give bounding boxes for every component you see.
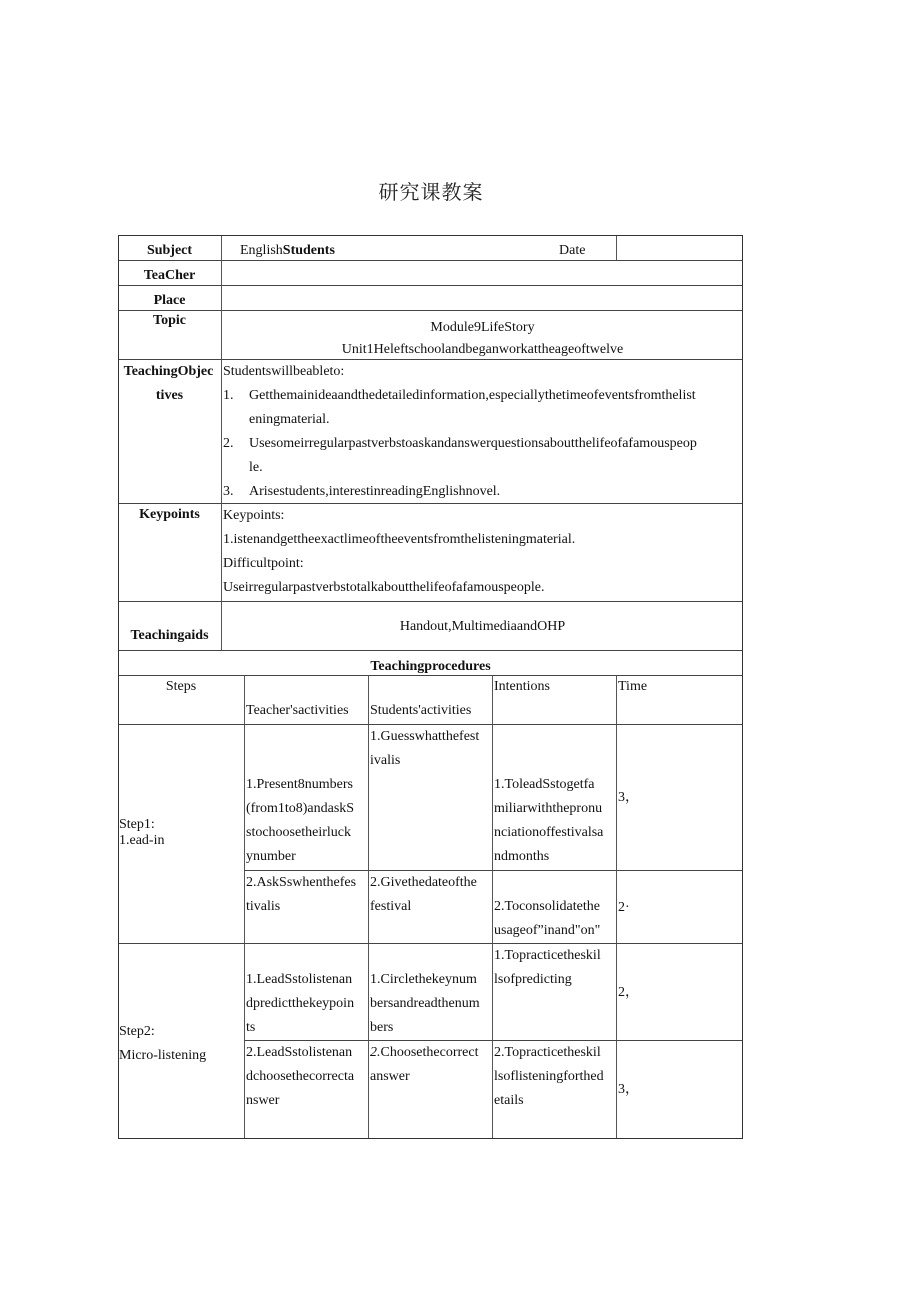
objective-item-2: 2. Usesomeirregularpastverbstoaskandanswerquestionsaboutthelifeofafamouspeop le. bbox=[223, 436, 697, 475]
objectives-label-line2: tives bbox=[155, 388, 184, 403]
document-title: 研究课教案 bbox=[378, 180, 484, 204]
date-value-cell[interactable] bbox=[616, 235, 743, 260]
step2-row1-students: 1.Circlethekeynum bersandreadthenum bers bbox=[368, 943, 492, 1040]
aids-label-cell bbox=[118, 601, 221, 650]
teacher-label: TeaCher bbox=[143, 268, 196, 283]
topic-unit: Unit1Heleftschoolandbeganworkattheageoftwelve bbox=[341, 342, 624, 357]
step1-row1-teacher: 1.Present8numbers (from1to8)andaskS stochoosetheirluck ynumber bbox=[244, 724, 368, 870]
keypoints-label-cell bbox=[118, 503, 221, 601]
step2-row1-intentions: 1.Topracticetheskil lsofpredicting bbox=[492, 943, 616, 1040]
subject-value: English bbox=[240, 243, 283, 258]
objectives-value-cell bbox=[221, 359, 743, 503]
subject-label-cell bbox=[118, 235, 221, 260]
col-header-steps: Steps bbox=[118, 675, 244, 724]
place-label: Place bbox=[153, 293, 186, 308]
step2-subtitle: Micro-listening bbox=[119, 1048, 207, 1063]
procedures-heading: Teachingprocedures bbox=[370, 659, 491, 674]
objectives-label-cell bbox=[118, 359, 221, 503]
keypoints-value-cell bbox=[221, 503, 743, 601]
procedures-heading-cell bbox=[118, 650, 743, 675]
step1-row1-intentions: 1.ToleadSstogetfa miliarwiththepronu nciationoffestivalsa ndmonths bbox=[492, 724, 616, 870]
step2-row2-intentions: 2.Topracticetheskil lsoflisteningforthed etails bbox=[492, 1040, 616, 1139]
keypoints-label: Keypoints bbox=[139, 507, 200, 522]
aids-value-cell bbox=[221, 601, 743, 650]
difficult-point-item: Useirregularpastverbstotalkaboutthelifeofafamouspeople. bbox=[223, 580, 545, 595]
topic-module: Module9LifeStory bbox=[430, 320, 535, 335]
step1-row2-time: 2· bbox=[616, 870, 743, 943]
teacher-label-cell bbox=[118, 260, 221, 285]
objective-item-1: 1. Getthemainideaandthedetailedinformation,especiallythetimeofeventsfromthelist eningmaterial. bbox=[223, 388, 696, 427]
objectives-label-line1: TeachingObjec bbox=[123, 364, 214, 379]
aids-value: Handout,MultimediaandOHP bbox=[399, 619, 566, 634]
step1-subtitle: 1.ead-in bbox=[119, 833, 165, 848]
step1-row1-students: 1.Guesswhatthefest ivalis bbox=[368, 724, 492, 870]
place-label-cell bbox=[118, 285, 221, 310]
step2-row2-teacher: 2.LeadSstolistenan dchoosethecorrecta nswer bbox=[244, 1040, 368, 1139]
step2-label-cell bbox=[118, 943, 244, 1139]
col-header-teacher: Teacher'sactivities bbox=[244, 675, 368, 724]
step1-row2-teacher: 2.AskSswhenthefes tivalis bbox=[244, 870, 368, 943]
step1-row2-students: 2.Givethedateofthe festival bbox=[368, 870, 492, 943]
step1-row2-intentions: 2.Toconsolidatethe usageof”inand"on" bbox=[492, 870, 616, 943]
step2-row1-time: 2， bbox=[616, 943, 743, 1040]
students-label: Students bbox=[282, 243, 335, 258]
aids-label: Teachingaids bbox=[130, 628, 209, 643]
subject-value-cell bbox=[221, 235, 616, 260]
col-header-students: Students'activities bbox=[368, 675, 492, 724]
topic-value-cell bbox=[221, 310, 743, 359]
keypoint-item: 1.istenandgettheexactlimeoftheeventsfromthelisteningmaterial. bbox=[223, 532, 576, 547]
step2-row2-time: 3， bbox=[616, 1040, 743, 1139]
objectives-intro: Studentswillbeableto: bbox=[223, 364, 345, 379]
step1-label-cell bbox=[118, 724, 244, 943]
teacher-value-cell[interactable] bbox=[221, 260, 743, 285]
difficult-point-heading: Difficultpoint: bbox=[223, 556, 304, 571]
step2-row1-teacher: 1.LeadSstolistenan dpredictthekeypoin ts bbox=[244, 943, 368, 1040]
step1-title: Step1: bbox=[119, 817, 155, 832]
topic-label: Topic bbox=[153, 313, 186, 328]
place-value-cell[interactable] bbox=[221, 285, 743, 310]
step2-row2-students: 2.Choosethecorrect answer bbox=[368, 1040, 492, 1139]
step1-row1-time: 3， bbox=[616, 724, 743, 870]
col-header-time: Time bbox=[616, 675, 743, 724]
step2-title: Step2: bbox=[119, 1024, 155, 1039]
subject-label: Subject bbox=[146, 243, 193, 258]
topic-label-cell bbox=[118, 310, 221, 359]
objective-item-3: 3. Arisestudents,interestinreadingEnglishnovel. bbox=[223, 484, 501, 499]
col-header-intentions: Intentions bbox=[492, 675, 616, 724]
date-label: Date bbox=[559, 243, 586, 258]
keypoints-heading: Keypoints: bbox=[223, 508, 285, 523]
